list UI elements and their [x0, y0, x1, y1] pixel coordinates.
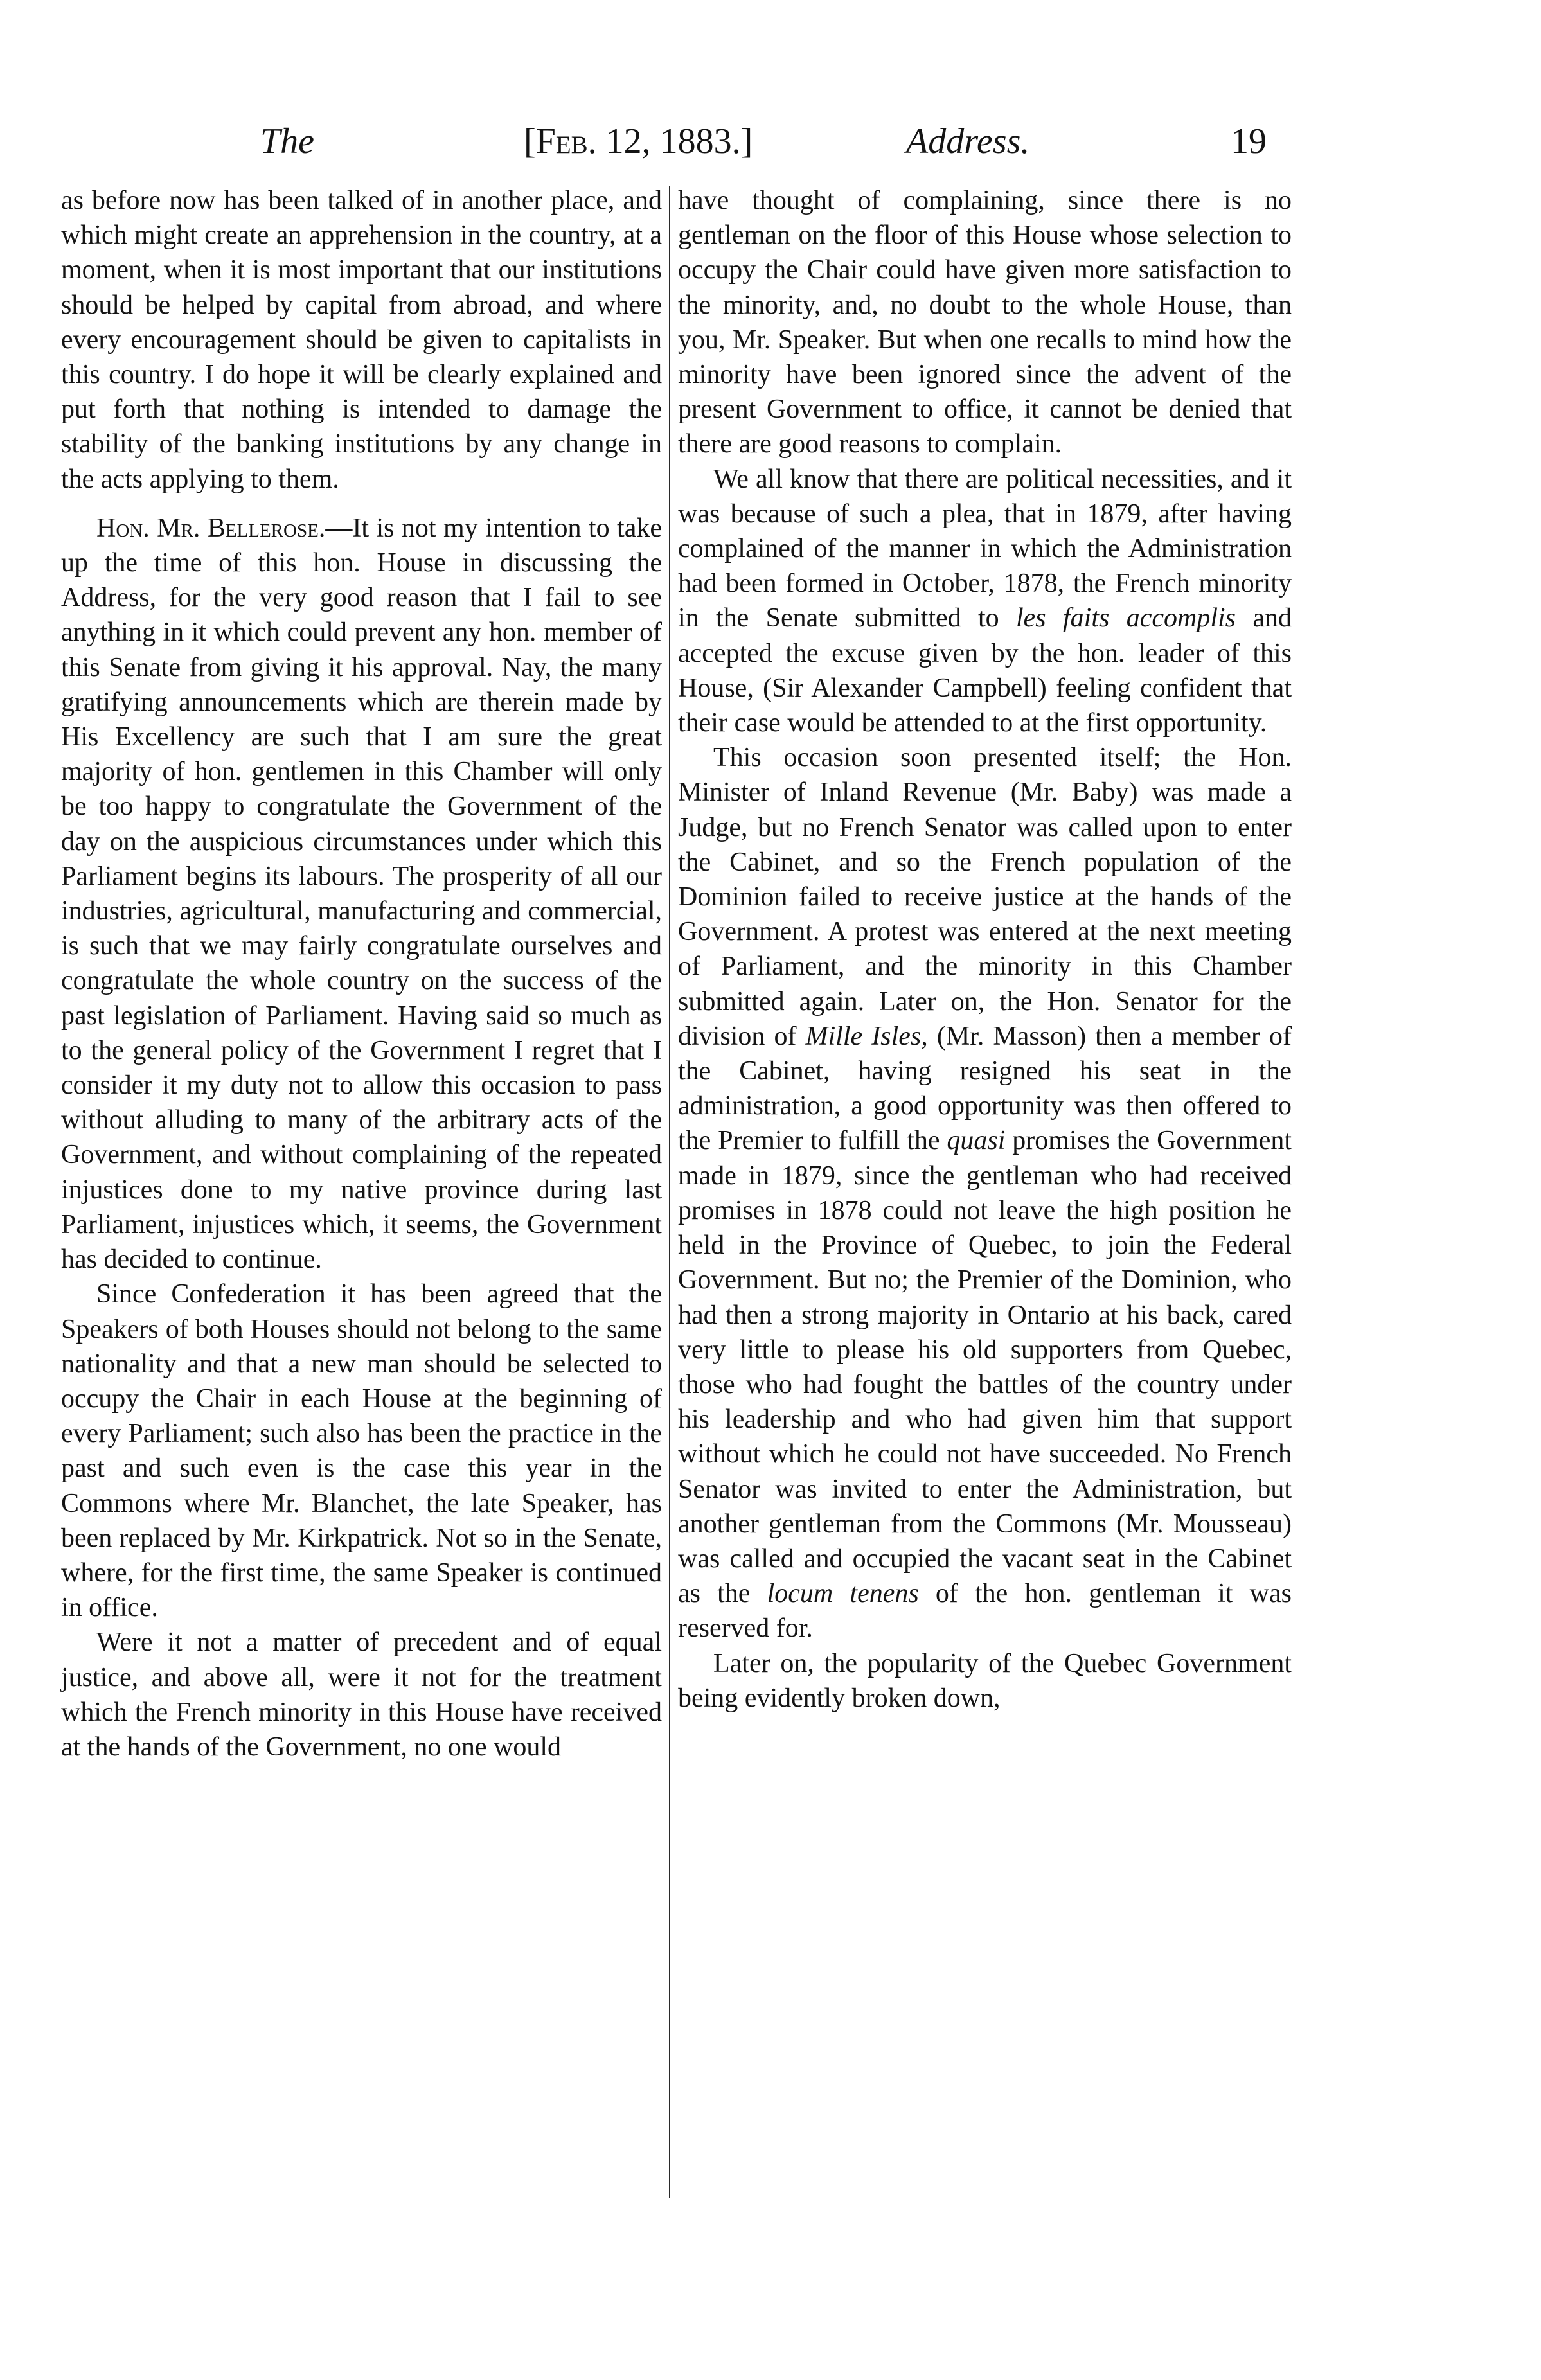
- column-divider: [669, 186, 670, 2198]
- paragraph: [678, 740, 1292, 1646]
- header-title-left: The: [260, 121, 314, 161]
- italic-phrase: Mille Isles,: [805, 1021, 928, 1051]
- italic-phrase: locum tenens: [767, 1579, 919, 1609]
- left-column: [61, 183, 662, 1764]
- text-span: This occasion soon presented itself; the Hon. Minister of Inland Revenue (Mr. Baby) was made a Judge, but no French Senator was called upon to enter the Cabinet, and so the French population of the Dominion failed to receive justice at the hands of the Government. A protest was entered at the next meeting of Parliament, and the minority in this Chamber submitted again. Later on, the Hon. Senator for the division of: [678, 743, 1292, 1051]
- text-span: of the hon. gentleman it was reserved for.: [678, 1579, 1292, 1644]
- paragraph: [678, 462, 1292, 741]
- header-date: [Feb. 12, 1883.]: [524, 121, 753, 161]
- text-span: (Mr. Masson) then a member of the Cabinet, having resigned his seat in the administration, a good opportunity was then offered to the Premier to fulfill the: [678, 1021, 1292, 1156]
- paragraph: have thought of complaining, since there is no gentleman on the floor of this House whose selection to occupy the Chair could have given more satisfaction to the minority, and, no doubt to the whole House, than you, Mr. Speaker. But when one recalls to mind how the minority have been ignored since the advent of the present Government to office, it cannot be denied that there are good reasons to complain.: [678, 186, 1292, 459]
- italic-phrase: les faits accomplis: [1016, 603, 1236, 634]
- paragraph: Later on, the popularity of the Quebec Government being evidently broken down,: [678, 1648, 1292, 1713]
- page-header: [74, 116, 1301, 167]
- header-title-right: Address.: [906, 121, 1030, 161]
- text-span: We all know that there are political necessities, and it was because of such a plea, that in 1879, after having complained of the manner in which the Administration had been formed in October, 1878, the French minority in the Senate submitted to: [678, 464, 1292, 634]
- paragraph: Were it not a matter of precedent and of equal justice, and above all, were it not for the treatment which the French minority in this House have received at the hands of the Government, no one would: [61, 1628, 662, 1762]
- text-span: and accepted the excuse given by the hon. leader of this House, (Sir Alexander Campbell) feeling confident that their case would be attended to at the first opportunity.: [678, 603, 1292, 738]
- text-span: promises the Government made in 1879, since the gentleman who had received promises in 1878 could not leave the high position he held in the Province of Quebec, to join the Federal Government. But no; the Premier of the Dominion, who had then a strong majority in Ontario at his back, cared very little to please his old supporters from Quebec, those who had fought the battles of the country under his leadership and who had given him that support without which he could not have succeeded. No French Senator was invited to enter the Administration, but another gentleman from the Commons (Mr. Mousseau) was called and occupied the vacant seat in the Cabinet as the: [678, 1126, 1292, 1609]
- paragraph-text: —It is not my intention to take up the time of this hon. House in discussing the Address, for the very good reason that I fail to see anything in it which could prevent any hon. member of this Senate from giving it his approval. Nay, the many gratifying announcements which are therein made by His Excellency are such that I am sure the great majority of hon. gentlemen in this Chamber will only be too happy to congratulate the Government of the day on the auspicious circumstances under which this Parliament begins its labours. The prosperity of all our industries, agricultural, manufacturing and commercial, is such that we may fairly congratulate ourselves and congratulate the whole country on the success of the past legislation of Parliament. Having said so much as to the general policy of the Government I regret that I consider it my duty not to allow this occasion to pass without alluding to many of the arbitrary acts of the Government, and without complaining of the repeated injustices done to my native province during last Parliament, injustices which, it seems, the Government has decided to continue.: [61, 513, 663, 1275]
- paragraph-bellerose: [61, 511, 662, 1277]
- italic-phrase: quasi: [947, 1126, 1006, 1156]
- paragraph: Since Confederation it has been agreed that the Speakers of both Houses should not belong to the same nationality and that a new man should be selected to occupy the Chair in each House at the beginning of every Parliament; such also has been the practice in the past and such even is the case this year in the Commons where Mr. Blanchet, the late Speaker, has been replaced by Mr. Kirkpatrick. Not so in the Senate, where, for the first time, the same Speaker is continued in office.: [61, 1279, 662, 1623]
- page-number: 19: [1231, 121, 1267, 161]
- speaker-name: Hon. Mr. Bellerose.: [96, 513, 326, 543]
- paragraph: as before now has been talked of in another place, and which might create an apprehension in the country, at a moment, when it is most important that our institutions should be helped by capital from abroad, and where every encouragement should be given to capitalists in this country. I do hope it will be clearly explained and put forth that nothing is intended to damage the stability of the banking institutions by any change in the acts applying to them.: [61, 186, 662, 494]
- right-column: [678, 183, 1292, 1716]
